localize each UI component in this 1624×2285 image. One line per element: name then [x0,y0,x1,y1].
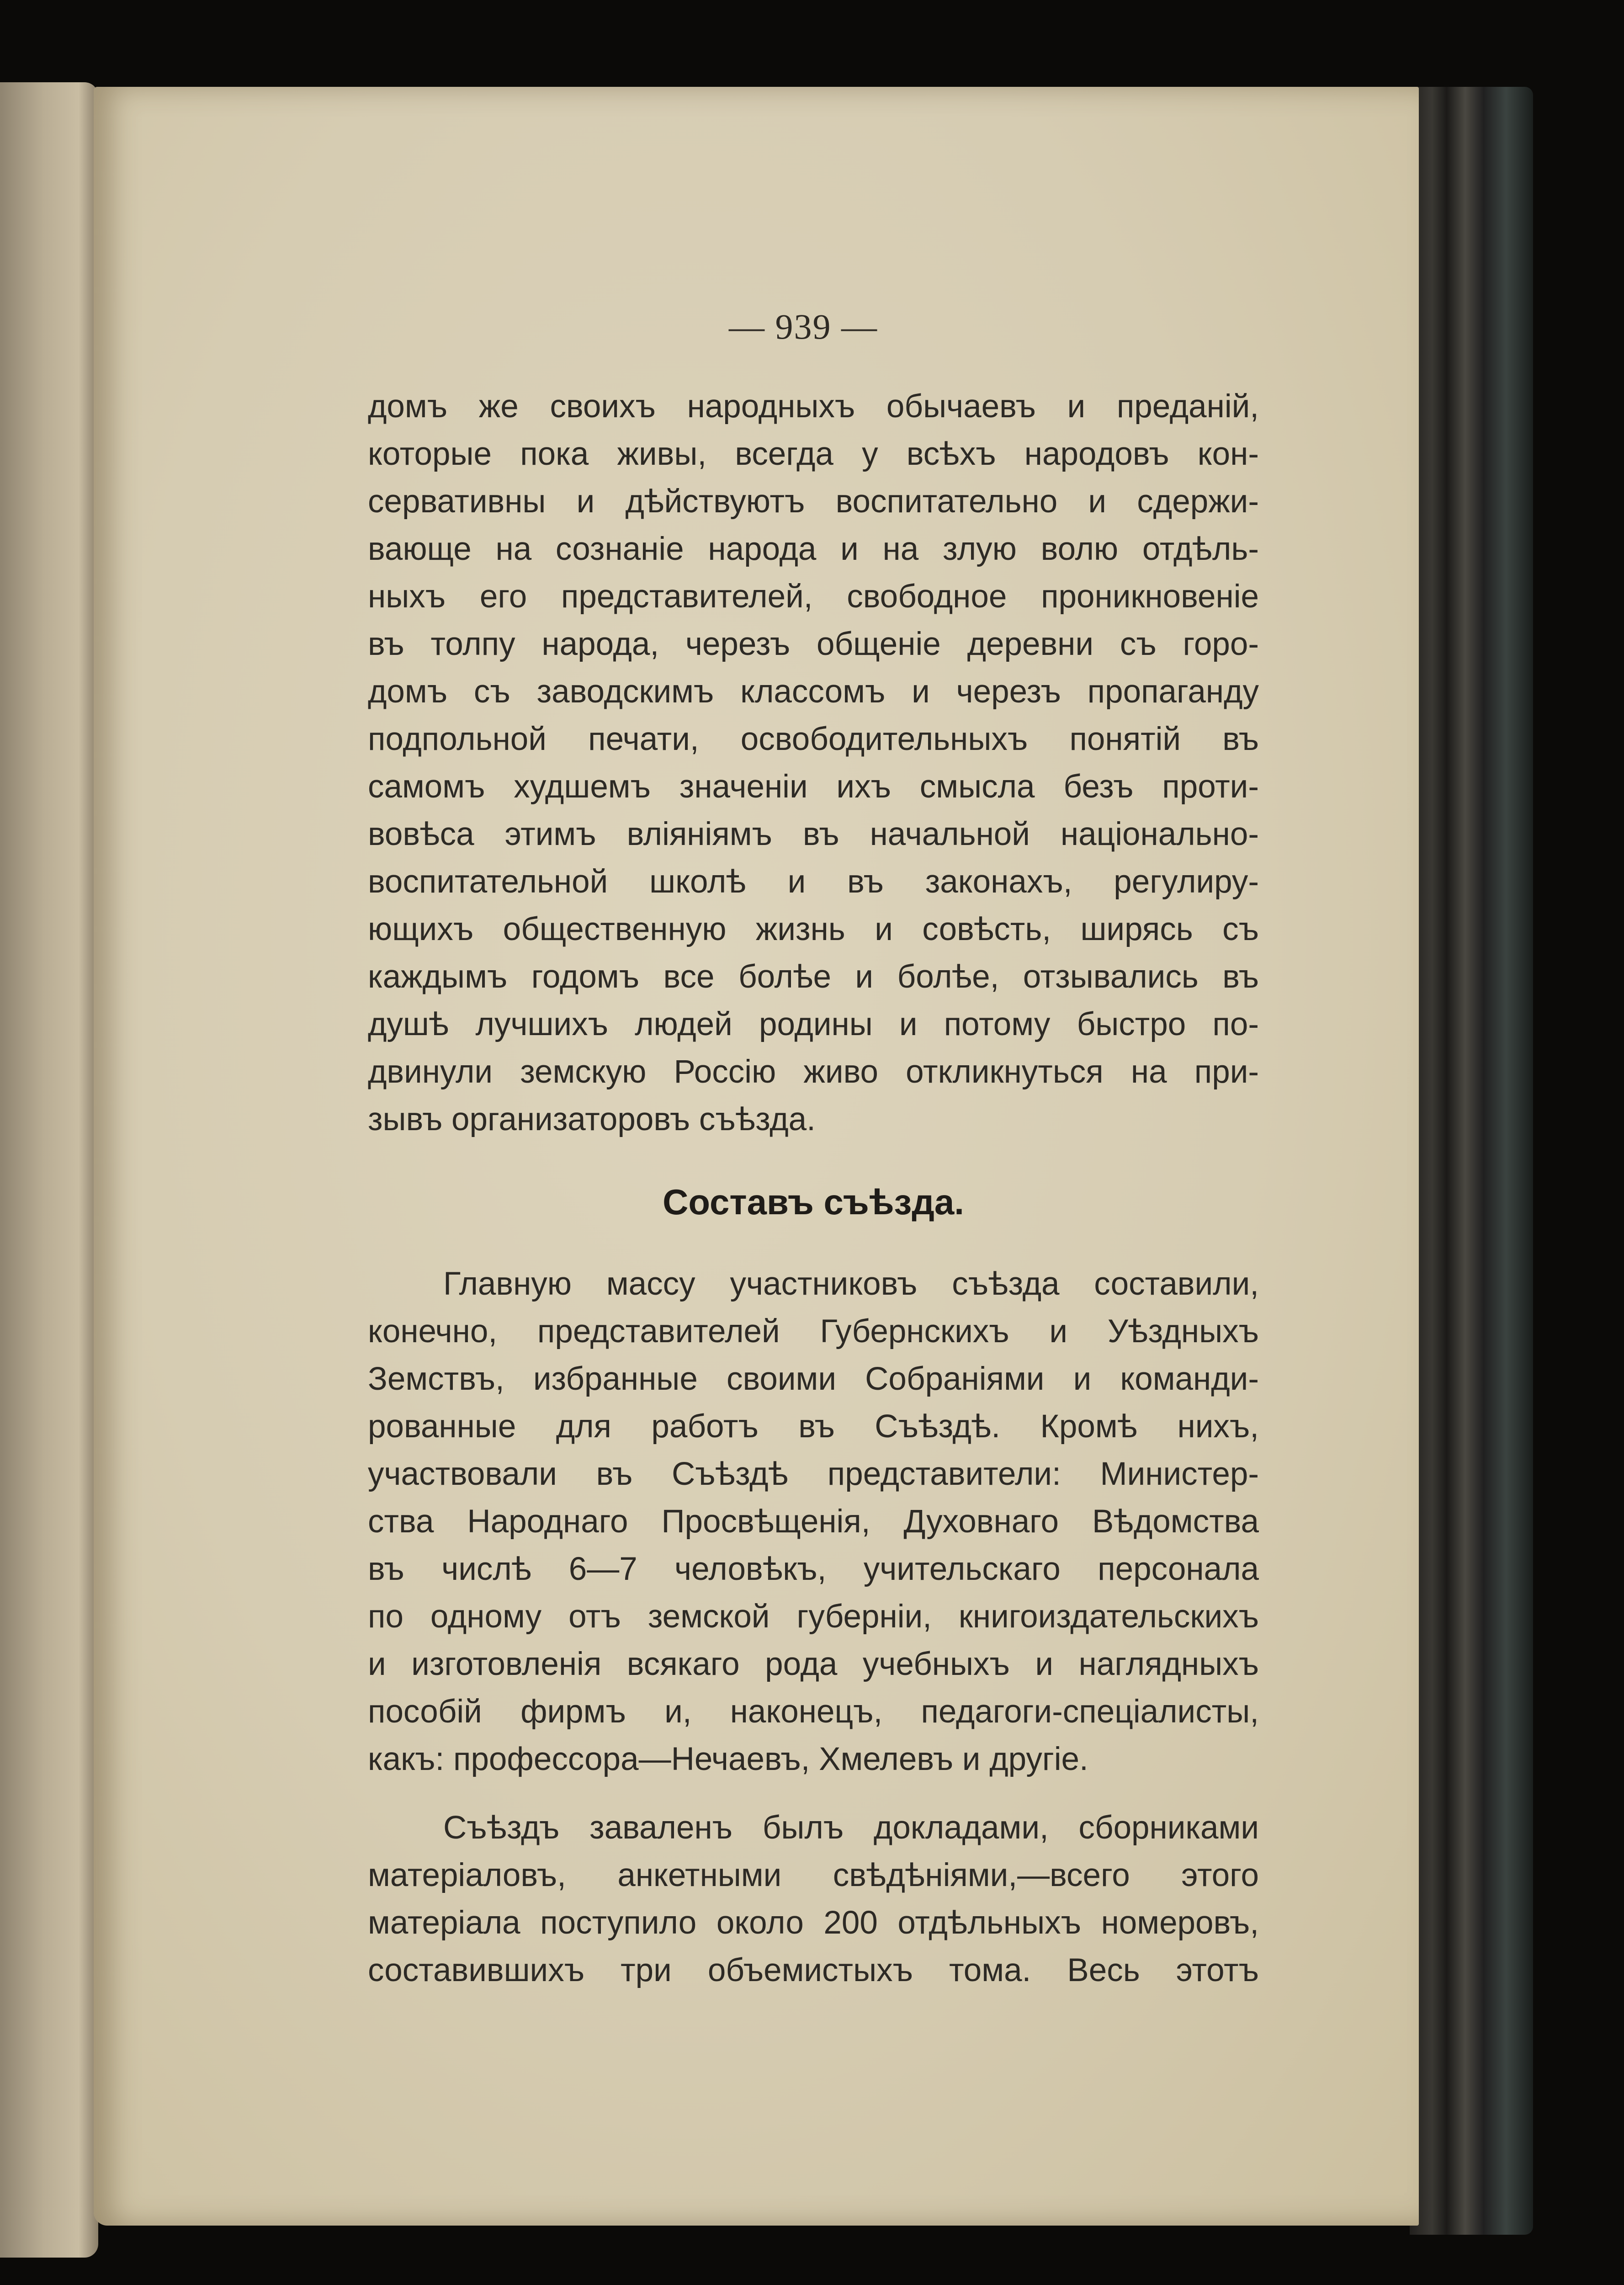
page-number: — 939 — [729,307,878,346]
text-line: вающе на сознаніе народа и на злую волю отдѣль- [368,531,1259,567]
text-line: конечно, представителей Губернскихъ и Уѣздныхъ [368,1313,1259,1350]
text-line: вовѣса этимъ вліяніямъ въ начальной національно- [368,816,1259,852]
text-line: воспитательной школѣ и въ законахъ, регулиру- [368,864,1259,900]
text-line: зывъ организаторовъ съѣзда. [368,1101,816,1137]
text-line: участвовали въ Съѣздѣ представители: Министер- [368,1456,1259,1492]
text-line: подпольной печати, освободительныхъ понятій въ [368,721,1259,757]
text-line: составившихъ три объемистыхъ тома. Весь этотъ [368,1952,1259,1988]
book-page-stack [1410,87,1533,2235]
text-line: ныхъ его представителей, свободное проникновеніе [368,579,1259,615]
text-line: душѣ лучшихъ людей родины и потому быстро по- [368,1006,1259,1042]
text-line: рованные для работъ въ Съѣздѣ. Кромѣ нихъ, [368,1408,1259,1445]
text-line: въ числѣ 6—7 человѣкъ, учительскаго персонала [368,1551,1259,1587]
text-line: двинули земскую Россію живо откликнуться на при- [368,1054,1259,1090]
text-line: сервативны и дѣйствуютъ воспитательно и сдержи- [368,484,1259,520]
section-heading: Составъ съѣзда. [663,1182,964,1222]
text-line: въ толпу народа, черезъ общеніе деревни съ горо- [368,626,1259,662]
previous-page-edge [0,82,98,2258]
text-line: какъ: профессора—Нечаевъ, Хмелевъ и другіе. [368,1741,1088,1777]
text-line: домъ съ заводскимъ классомъ и черезъ пропаганду [368,674,1259,710]
text-line: матеріаловъ, анкетными свѣдѣніями,—всего этого [368,1857,1259,1893]
text-line: Главную массу участниковъ съѣзда составили, [443,1266,1259,1302]
text-line: матеріала поступило около 200 отдѣльныхъ номеровъ, [368,1905,1259,1941]
text-line: по одному отъ земской губерніи, книгоиздательскихъ [368,1599,1259,1635]
text-line: ющихъ общественную жизнь и совѣсть, ширясь съ [368,911,1259,947]
text-line: пособій фирмъ и, наконецъ, педагоги-спеціалисты, [368,1694,1259,1730]
text-line: каждымъ годомъ все болѣе и болѣе, отзывались въ [368,959,1259,995]
book-page [94,87,1419,2226]
text-line: Земствъ, избранные своими Собраніями и команди- [368,1361,1259,1397]
text-line: самомъ худшемъ значеніи ихъ смысла безъ проти- [368,769,1259,805]
text-line: которые пока живы, всегда у всѣхъ народовъ кон- [368,436,1259,472]
text-line: домъ же своихъ народныхъ обычаевъ и преданій, [368,388,1259,425]
text-line: Съѣздъ заваленъ былъ докладами, сборниками [443,1810,1259,1846]
text-line: ства Народнаго Просвѣщенія, Духовнаго Вѣдомства [368,1504,1259,1540]
text-line: и изготовленія всякаго рода учебныхъ и наглядныхъ [368,1646,1259,1682]
